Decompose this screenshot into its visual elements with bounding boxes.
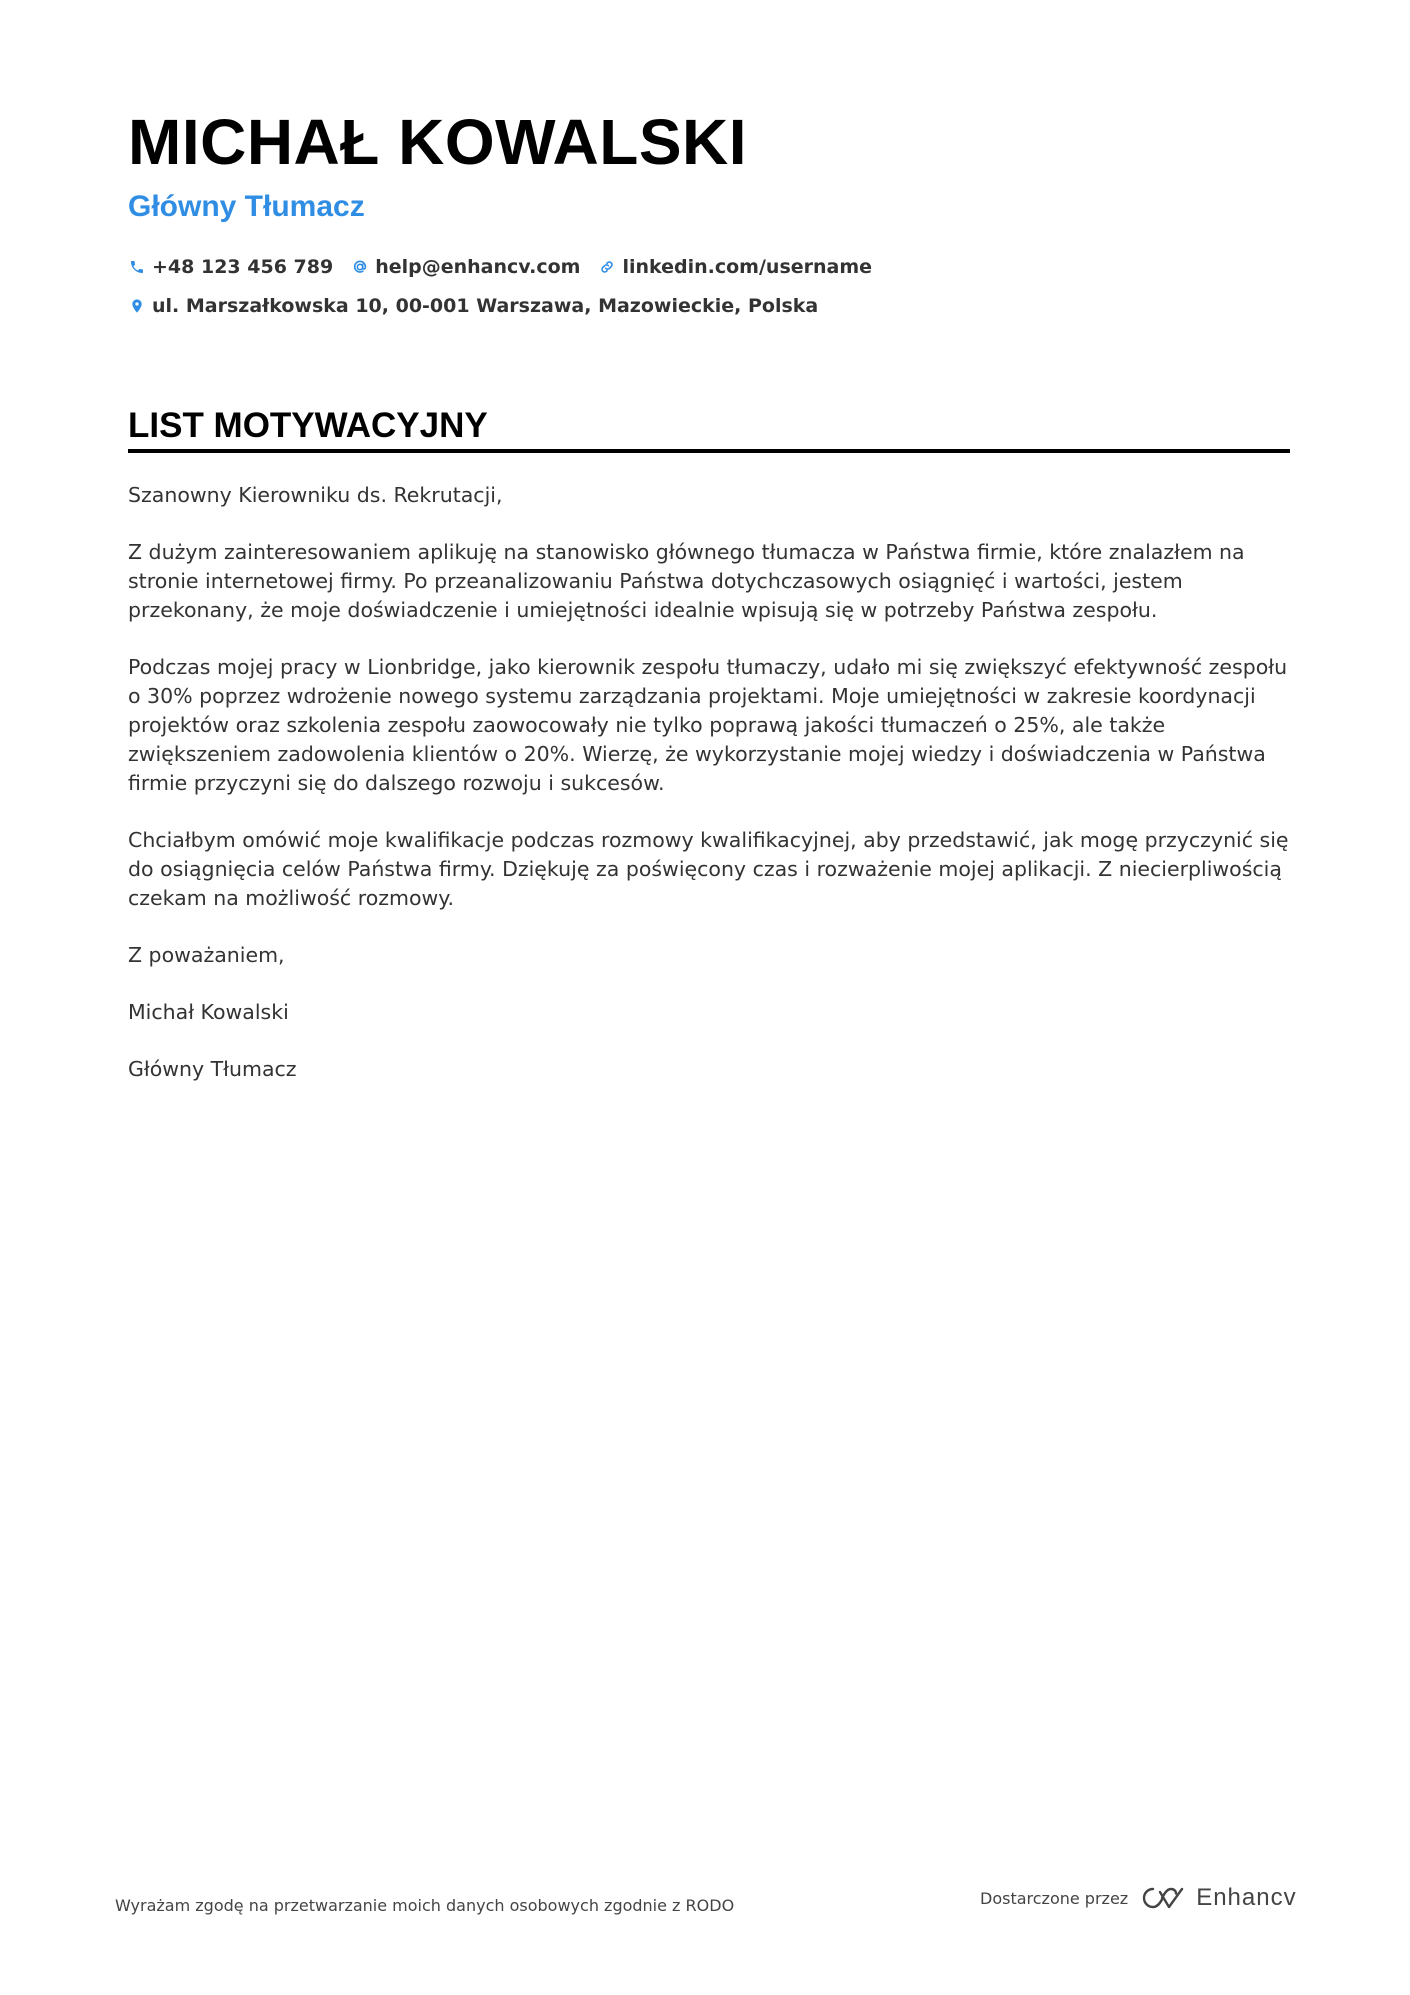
letter-paragraph: Z dużym zainteresowaniem aplikuję na stanowisko głównego tłumacza w Państwa firmie, które znalazłem na stronie internetowej firmy. Po przeanalizowaniu Państwa dotychczasowych osiągnięć i wartości, jestem przekonany, że moje doświadczenie i umiejętności idealnie wpisują się w potrzeby Państwa zespołu. (128, 540, 1245, 622)
phone-icon (128, 258, 146, 276)
section-divider (128, 449, 1290, 453)
letter-body (128, 481, 1290, 1112)
linkedin-url: linkedin.com/username (622, 256, 873, 278)
powered-by[interactable] (980, 1884, 1297, 1912)
linkedin-contact[interactable] (598, 256, 872, 278)
contact-row-2 (128, 293, 890, 319)
section-title: LIST MOTYWACYJNY (128, 406, 488, 445)
brand-name: Enhancv (1196, 1884, 1297, 1911)
candidate-role: Główny Tłumacz (128, 190, 365, 223)
signature-name: Michał Kowalski (128, 1000, 289, 1024)
phone-contact (128, 256, 333, 278)
email-address: help@enhancv.com (375, 256, 581, 278)
address-text: ul. Marszałkowska 10, 00-001 Warszawa, Mazowieckie, Polska (152, 295, 819, 317)
powered-by-label: Dostarczone przez (980, 1888, 1129, 1908)
candidate-name: MICHAŁ KOWALSKI (128, 106, 747, 178)
closing: Z poważaniem, (128, 943, 285, 967)
letter-paragraph: Podczas mojej pracy w Lionbridge, jako kierownik zespołu tłumaczy, udało mi się zwiększyć efektywność zespołu o 30% poprzez wdrożenie nowego systemu zarządzania projektami. Moje umiejętności w zakresie koordynacji projektów oraz szkolenia zespołu zaowocowały nie tylko poprawą jakości tłumaczeń o 25%, ale także zwiększeniem zadowolenia klientów o 20%. Wierzę, że wykorzystanie mojej wiedzy i doświadczenia w Państwa firmie przyczyni się do dalszego rozwoju i sukcesów. (128, 655, 1288, 795)
contact-info (128, 254, 890, 319)
at-icon (351, 258, 369, 276)
letter-paragraph: Chciałbym omówić moje kwalifikacje podczas rozmowy kwalifikacyjnej, aby przedstawić, jak mogę przyczynić się do osiągnięcia celów Państwa firmy. Dziękuję za poświęcony czas i rozważenie mojej aplikacji. Z niecierpliwością czekam na możliwość rozmowy. (128, 828, 1289, 910)
salutation: Szanowny Kierowniku ds. Rekrutacji, (128, 483, 503, 507)
signature-role: Główny Tłumacz (128, 1057, 297, 1081)
address-contact (128, 295, 818, 317)
consent-clause: Wyrażam zgodę na przetwarzanie moich danych osobowych zgodnie z RODO (115, 1896, 735, 1915)
location-icon (128, 297, 146, 315)
contact-row-1 (128, 254, 890, 280)
phone-number: +48 123 456 789 (152, 256, 334, 278)
link-icon (598, 258, 616, 276)
enhancv-logo-icon (1140, 1885, 1186, 1911)
email-contact[interactable] (351, 256, 580, 278)
